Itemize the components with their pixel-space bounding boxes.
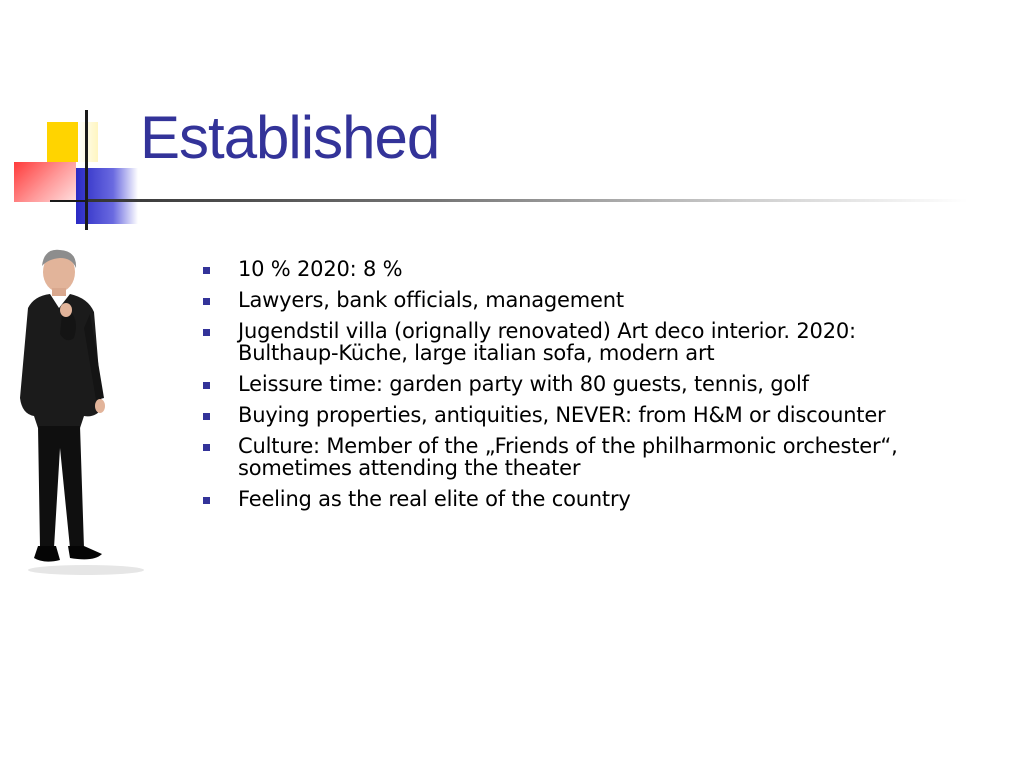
bullet-text: 10 % 2020: 8 %: [238, 257, 403, 281]
slide-title: Established: [140, 104, 440, 171]
square-bullet-icon: [203, 413, 210, 420]
bullet-text: Jugendstil villa (orignally renovated) Art deco interior. 2020:: [238, 319, 856, 343]
bullet-list: [200, 258, 1000, 519]
square-bullet-icon: [203, 298, 210, 305]
bullet-text-continued: sometimes attending the theater: [238, 456, 581, 480]
bullet-item: [200, 258, 1000, 280]
bullet-item: [200, 373, 1000, 395]
bullet-item: [200, 289, 1000, 311]
bullet-item: [200, 320, 1000, 364]
bullet-text: Buying properties, antiquities, NEVER: from H&M or discounter: [238, 403, 886, 427]
square-bullet-icon: [203, 267, 210, 274]
bullet-text: Leissure time: garden party with 80 guests, tennis, golf: [238, 372, 809, 396]
title-underline: [88, 199, 968, 202]
ornament-vertical-line: [85, 110, 88, 230]
bullet-item: [200, 488, 1000, 510]
bullet-text: Feeling as the real elite of the country: [238, 487, 631, 511]
bullet-text: Lawyers, bank officials, management: [238, 288, 624, 312]
bullet-item: [200, 404, 1000, 426]
corner-ornament: [0, 100, 160, 240]
square-bullet-icon: [203, 329, 210, 336]
square-bullet-icon: [203, 444, 210, 451]
bullet-text-continued: Bulthaup-Küche, large italian sofa, modern art: [238, 341, 715, 365]
ornament-red-square: [14, 162, 76, 202]
man-in-suit-figure: [14, 248, 144, 578]
square-bullet-icon: [203, 497, 210, 504]
bullet-text: Culture: Member of the „Friends of the philharmonic orchester“,: [238, 434, 898, 458]
bullet-item: [200, 435, 1000, 479]
ornament-highlight: [78, 122, 98, 162]
square-bullet-icon: [203, 382, 210, 389]
